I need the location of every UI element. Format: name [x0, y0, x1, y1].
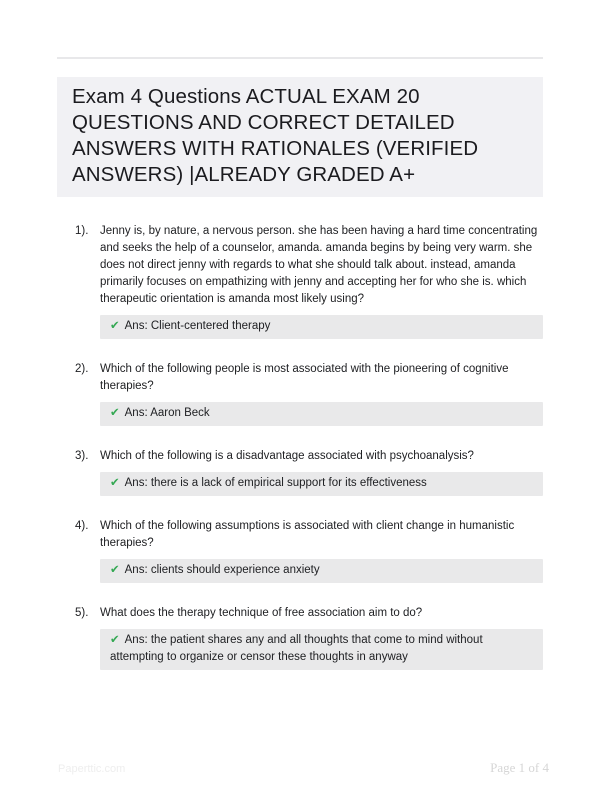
- question-item-2: [57, 361, 543, 426]
- question-item-4: [57, 518, 543, 583]
- answer-text: Ans: Client-centered therapy: [124, 320, 271, 332]
- question-number: 4).: [75, 520, 89, 532]
- question-number: 2).: [75, 363, 89, 375]
- question-number: 1).: [75, 225, 89, 237]
- question-item-1: [57, 223, 543, 339]
- question-text: Which of the following people is most associated with the pioneering of cognitive therapies?: [100, 363, 509, 392]
- question-body: [100, 223, 543, 339]
- check-icon: ✔: [110, 407, 120, 419]
- answer-box: [100, 402, 543, 426]
- question-body: [100, 605, 543, 670]
- question-text: Which of the following is a disadvantage associated with psychoanalysis?: [100, 450, 474, 462]
- check-icon: ✔: [110, 564, 120, 576]
- answer-box: [100, 315, 543, 339]
- check-icon: ✔: [110, 320, 120, 332]
- check-icon: ✔: [110, 477, 120, 489]
- question-item-5: [57, 605, 543, 670]
- watermark: Paperttic.com: [58, 763, 126, 775]
- answer-text: Ans: there is a lack of empirical support for its effectiveness: [124, 477, 427, 489]
- question-text: Which of the following assumptions is associated with client change in humanistic therapies?: [100, 520, 515, 549]
- answer-box: [100, 472, 543, 496]
- question-number: 5).: [75, 607, 89, 619]
- answer-text: Ans: the patient shares any and all thoughts that come to mind without attempting to organize or censor these thoughts in anyway: [110, 634, 483, 663]
- answer-box: [100, 629, 543, 670]
- document-title: Exam 4 Questions ACTUAL EXAM 20 QUESTIONS AND CORRECT DETAILED ANSWERS WITH RATIONALES (VERIFIED ANSWERS) |ALREADY GRADED A+: [57, 77, 543, 197]
- question-item-3: [57, 448, 543, 496]
- page-footer: [57, 760, 549, 776]
- question-text: Jenny is, by nature, a nervous person. she has been having a hard time concentrating and seeks the help of a counselor, amanda. amanda begins by being very warm. she does not direct jenny with regards to what she should talk about. instead, amanda primarily focuses on empathizing with jenny and accepting her for who she is. which therapeutic orientation is amanda most likely using?: [100, 225, 538, 305]
- question-text: What does the therapy technique of free association aim to do?: [100, 607, 423, 619]
- document-page: [57, 57, 543, 800]
- question-body: [100, 361, 543, 426]
- check-icon: ✔: [110, 634, 120, 646]
- answer-text: Ans: Aaron Beck: [124, 407, 210, 419]
- answer-box: [100, 559, 543, 583]
- question-body: [100, 518, 543, 583]
- question-number: 3).: [75, 450, 89, 462]
- answer-text: Ans: clients should experience anxiety: [124, 564, 320, 576]
- question-body: [100, 448, 543, 496]
- page-indicator: Page 1 of 4: [490, 760, 549, 775]
- question-list: [57, 223, 543, 670]
